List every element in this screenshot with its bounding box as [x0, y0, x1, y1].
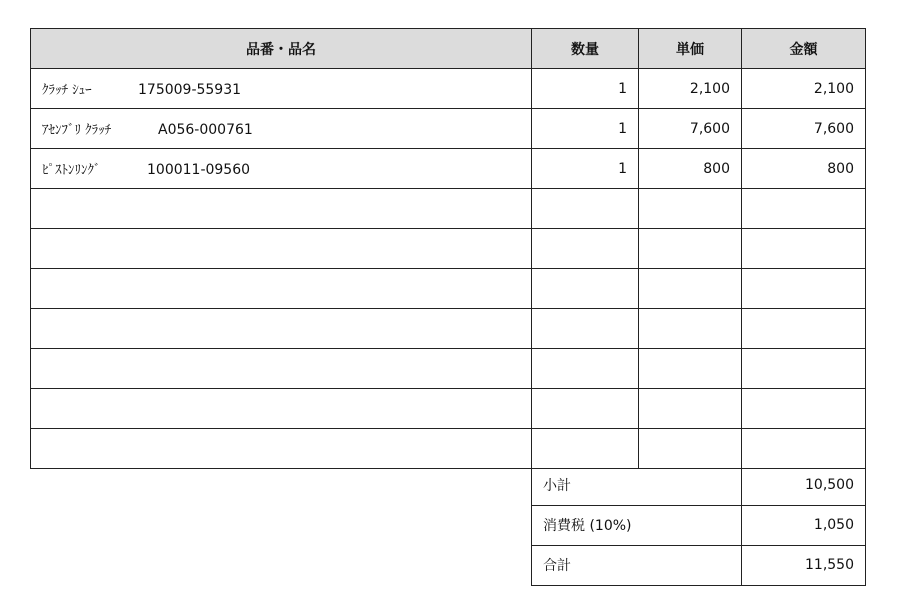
subtotal-value: 10,500: [742, 465, 866, 505]
empty-row: [31, 229, 866, 269]
summary-table: [531, 465, 866, 586]
item-name-cell: [31, 109, 532, 149]
empty-cell: [639, 349, 742, 389]
tax-label: 消費税 (10%): [532, 505, 742, 545]
item-part-number: A056-000761: [158, 122, 253, 138]
empty-cell: [742, 389, 866, 429]
empty-cell: [639, 429, 742, 469]
empty-cell: [742, 309, 866, 349]
empty-cell: [31, 389, 532, 429]
total-value: 11,550: [742, 545, 866, 585]
item-name-cell: [31, 149, 532, 189]
empty-row: [31, 349, 866, 389]
empty-cell: [532, 269, 639, 309]
empty-row: [31, 309, 866, 349]
table-row: [31, 69, 866, 109]
empty-cell: [31, 429, 532, 469]
empty-cell: [31, 229, 532, 269]
item-name: ｱｾﾝﾌﾞﾘ ｸﾗｯﾁ: [42, 123, 112, 138]
item-name-cell: [31, 69, 532, 109]
empty-cell: [639, 389, 742, 429]
invoice-items-table: [30, 28, 866, 469]
empty-cell: [532, 309, 639, 349]
empty-row: [31, 429, 866, 469]
header-name: 品番・品名: [31, 29, 532, 69]
empty-cell: [532, 189, 639, 229]
item-qty: 1: [532, 69, 639, 109]
item-qty: 1: [532, 109, 639, 149]
item-amount: 800: [742, 149, 866, 189]
empty-row: [31, 389, 866, 429]
item-price: 2,100: [639, 69, 742, 109]
empty-cell: [742, 229, 866, 269]
empty-cell: [742, 269, 866, 309]
tax-value: 1,050: [742, 505, 866, 545]
table-header-row: [31, 29, 866, 69]
total-label: 合計: [532, 545, 742, 585]
item-name: ﾋﾟｽﾄﾝﾘﾝｸﾞ: [42, 163, 101, 178]
empty-row: [31, 189, 866, 229]
item-part-number: 100011-09560: [147, 162, 251, 178]
empty-cell: [31, 309, 532, 349]
empty-cell: [639, 189, 742, 229]
empty-cell: [31, 189, 532, 229]
subtotal-row: [532, 465, 866, 505]
empty-cell: [639, 269, 742, 309]
item-price: 7,600: [639, 109, 742, 149]
empty-cell: [532, 429, 639, 469]
item-qty: 1: [532, 149, 639, 189]
empty-cell: [742, 349, 866, 389]
empty-cell: [31, 269, 532, 309]
header-amount: 金額: [742, 29, 866, 69]
subtotal-label: 小計: [532, 465, 742, 505]
empty-cell: [532, 349, 639, 389]
empty-cell: [742, 429, 866, 469]
header-qty: 数量: [532, 29, 639, 69]
item-name: ｸﾗｯﾁ ｼｭｰ: [42, 83, 92, 98]
header-price: 単価: [639, 29, 742, 69]
item-amount: 2,100: [742, 69, 866, 109]
empty-row: [31, 269, 866, 309]
total-row: [532, 545, 866, 585]
empty-cell: [639, 229, 742, 269]
item-part-number: 175009-55931: [138, 82, 242, 98]
empty-cell: [31, 349, 532, 389]
tax-row: [532, 505, 866, 545]
empty-cell: [532, 389, 639, 429]
table-row: [31, 149, 866, 189]
empty-cell: [742, 189, 866, 229]
item-price: 800: [639, 149, 742, 189]
table-row: [31, 109, 866, 149]
empty-cell: [639, 309, 742, 349]
item-amount: 7,600: [742, 109, 866, 149]
empty-cell: [532, 229, 639, 269]
